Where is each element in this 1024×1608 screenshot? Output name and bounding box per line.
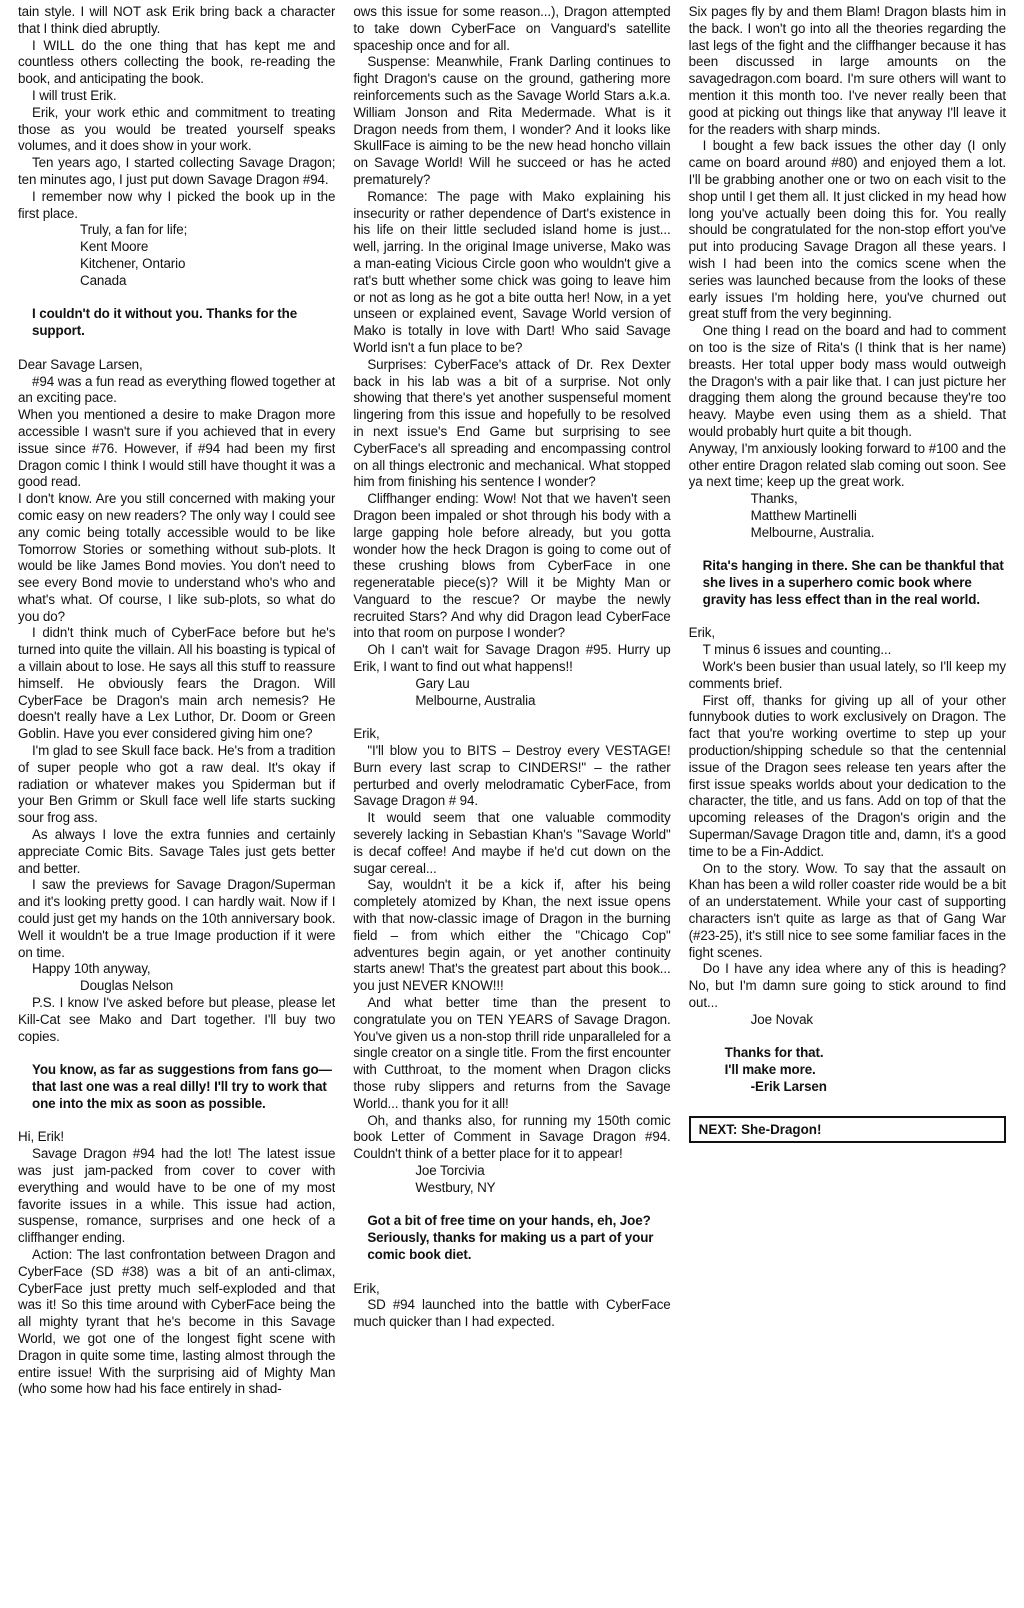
letter-paragraph: ows this issue for some reason...), Dragon attempted to take down CyberFace on Vanguard's satellite spaceship once and for all. [353, 4, 671, 53]
letter-paragraph: When you mentioned a desire to make Dragon more accessible I wasn't sure if you achieved that in every issue since #76. However, if #94 had been my first Dragon comic I think I would still have thought it was a good read. [18, 407, 336, 490]
letter-paragraph: Action: The last confrontation between Dragon and CyberFace (SD #38) was a bit of an anti-climax, CyberFace just pretty much self-exploded and that was it! So this time around with CyberFace being the all mighty tyrant that he's become in this Savage World, we got one of the longest fight scene with Dragon in quite some time, lasting almost through the entire issue! With the surprising aid of Mighty Man (who some how had his face entirely in shad- [18, 1246, 336, 1397]
signature-line: Melbourne, Australia [415, 692, 536, 708]
letter-paragraph: I remember now why I picked the book up in the first place. [18, 188, 336, 221]
letter-paragraph: P.S. I know I've asked before but please, please let Kill-Cat see Mako and Dart together. I'll buy two copies. [18, 995, 336, 1044]
letter-paragraph: I WILL do the one thing that has kept me and countless others collecting the book, re-reading the book, and anticipating the book. [18, 37, 336, 87]
letter-paragraph: Ten years ago, I started collecting Savage Dragon; ten minutes ago, I just put down Savage Dragon #94. [18, 155, 336, 187]
column-1 [18, 4, 335, 1608]
letter-paragraph: Hi, Erik! [18, 1129, 64, 1145]
editor-response: Rita's hanging in there. She can be thankful that she lives in a superhero comic book where gravity has less effect than in the real world. [702, 558, 1004, 607]
letter-paragraph: Happy 10th anyway, [32, 961, 151, 977]
paragraph-gap [689, 542, 1006, 559]
letter-paragraph: I don't know. Are you still concerned with making your comic easy on new readers? The only way I could see any comic being totally accessible would to be like Tomorrow Stories or something without sub-plots. It would be like James Bond movies. You don't need to see every Bond movie to understand who's who and what's what. Of course, I like sub-plots, so what do you do? [18, 491, 336, 624]
signature-line: Melbourne, Australia. [750, 524, 875, 540]
editor-response: I'll make more. [724, 1062, 816, 1078]
letter-paragraph: Cliffhanger ending: Wow! Not that we haven't seen Dragon been impaled or shot through his body with a large gapping hole before already, but you gotta wonder how the heck Dragon is going to come out of these crushing blows from CyberFace in one regeneratable piece(s)? Will it be Mighty Man or Vanguard to the rescue? Or maybe the newly recruited Stars? And why did Dragon lead CyberFace into that room on purpose I wonder? [353, 491, 671, 641]
paragraph-gap [689, 609, 1006, 626]
letter-paragraph: Say, wouldn't it be a kick if, after his being completely atomized by Khan, the next issue opens with that now-classic image of Dragon in the burning field – from which either the "Chicago Cop" adventures begin again, or yet another continuity starts anew! That's the greatest part about this book... you just NEVER KNOW!!! [353, 877, 671, 994]
signature-line: Westbury, NY [415, 1179, 496, 1195]
signature-line: Douglas Nelson [80, 978, 174, 994]
signature-line: Gary Lau [415, 675, 470, 691]
letter-paragraph: As always I love the extra funnies and certainly appreciate Comic Bits. Savage Tales just gets better and better. [18, 827, 336, 876]
letter-paragraph: Erik, [353, 1280, 380, 1296]
letter-paragraph: #94 was a fun read as everything flowed together at an exciting pace. [18, 373, 336, 406]
letter-paragraph: T minus 6 issues and counting... [702, 642, 892, 658]
letter-paragraph: Suspense: Meanwhile, Frank Darling continues to fight Dragon's cause on the ground, gathering more reinforcements such as the Savage World Stars a.k.a. William Jonson and Rita Medermade. What is it Dragon needs from them, I wonder? And it looks like SkullFace is aiming to be the new head honcho villain on Savage World! Will he succeed or has he acted prematurely? [353, 54, 671, 187]
paragraph-gap [353, 709, 670, 726]
column-2 [353, 4, 670, 1608]
letter-paragraph: It would seem that one valuable commodity severely lacking in Sebastian Khan's "Savage World" is decaf coffee! And maybe if he'd cut down on the sugar cereal... [353, 810, 671, 876]
letter-paragraph: Erik, [688, 625, 715, 641]
letter-paragraph: Anyway, I'm anxiously looking forward to #100 and the other entire Dragon related slab coming out soon. See ya next time; keep up the great work. [688, 440, 1006, 490]
signature-line: Thanks, [750, 491, 798, 507]
paragraph-gap [689, 1029, 1006, 1046]
signature-line: Canada [80, 272, 127, 288]
editor-response: Thanks for that. [724, 1045, 824, 1061]
editor-response: Got a bit of free time on your hands, eh, Joe? Seriously, thanks for making us a part of your comic book diet. [367, 1213, 654, 1262]
letter-paragraph: I bought a few back issues the other day (I only came on board around #80) and enjoyed them a lot. I'll be grabbing another one or two on each visit to the shop until I get them all. It just clicked in my head how long you've actually been doing this for. You really should be congratulated for the non-stop effort you've put into producing Savage Dragon all these years. I wish I had been into the comics scene when the series was launched because from the looks of these early issues I'm holding here, you've churned out great stuff from the very beginning. [688, 138, 1006, 322]
signature-line: Kitchener, Ontario [80, 255, 186, 271]
letter-paragraph: Dear Savage Larsen, [18, 356, 143, 372]
letter-paragraph: One thing I read on the board and had to comment on too is the size of Rita's (I think that is her name) breasts. Her total upper body mass would outweigh the Dragon's with a pair like that. I can just picture her dragging them along the ground because they're too heavy. Maybe even using them as a shield. That would probably hurt quite a bit though. [688, 323, 1006, 439]
letter-paragraph: Savage Dragon #94 had the lot! The latest issue was just jam-packed from cover to cover with everything and would have to be one of my most favorite issues in a while. This issue had action, suspense, romance, surprises and one heck of a cliffhanger ending. [18, 1146, 336, 1246]
signature-line: Truly, a fan for life; [80, 222, 188, 238]
letter-paragraph: Surprises: CyberFace's attack of Dr. Rex Dexter back in his lab was a bit of a surprise. Not only showing that there's yet another suspenseful moment lingering from this issue and hopefully to be resolved in next issue's End Game but surprising to see CyberFace's all spreading and encompassing control on all things electronic and mechanical. What stopped him from finishing his sentence I wonder? [353, 356, 671, 490]
signature-line: Joe Novak [750, 1011, 814, 1027]
letter-paragraph: First off, thanks for giving up all of your other funnybook duties to work exclusively on Dragon. The fact that you're working overtime to step up your production/shipping schedule so that the centennial issue of the Dragon sees release ten years after the first issue speaks worlds about your dedication to the character, the title, and us fans. Add on top of that the upcoming releases of the Dragon's origin and the Superman/Savage Dragon title and, damn, it's a good time to be a Fin-Addict. [688, 692, 1006, 859]
letter-paragraph: I didn't think much of CyberFace before but he's turned into quite the villain. All his boasting is typical of a villain about to lose. He says all this stuff to reassure himself. He obviously fears the Dragon. Will CyberFace be Dragon's main arch nemesis? He doesn't really have a Lex Luthor, Dr. Doom or Green Goblin. Have you ever considered giving him one? [18, 625, 336, 742]
letter-paragraph: tain style. I will NOT ask Erik bring back a character that I think died abruptly. [18, 4, 336, 36]
editor-response: You know, as far as suggestions from fans go—that last one was a real dilly! I'll try to work that one into the mix as soon as possible. [32, 1062, 332, 1111]
column-3 [689, 4, 1006, 1608]
letter-paragraph: Erik, [353, 726, 380, 742]
paragraph-gap [18, 1045, 335, 1062]
editor-response: I couldn't do it without you. Thanks for the support. [32, 306, 298, 339]
column-3-body [689, 4, 1006, 1096]
letter-paragraph: "I'll blow you to BITS – Destroy every VESTAGE! Burn every last scrap to CINDERS!" – the rather perturbed and overly melodramatic CyberFace, from Savage Dragon # 94. [353, 743, 671, 809]
paragraph-gap [353, 1197, 670, 1214]
letter-paragraph: Work's been busier than usual lately, so I'll keep my comments brief. [688, 659, 1006, 691]
editor-signature: -Erik Larsen [750, 1079, 827, 1094]
paragraph-gap [18, 1113, 335, 1130]
letter-paragraph: I will trust Erik. [32, 87, 117, 103]
letter-paragraph: I saw the previews for Savage Dragon/Superman and it's looking pretty good. I can hardly wait. Now if I could just get my hands on the 10th anniversary book. Well it wouldn't be a true Image production if it were on time. [18, 877, 336, 960]
letter-paragraph: Oh, and thanks also, for running my 150th comic book Letter of Comment in Savage Dragon #94. Couldn't think of a better place for it to appear! [353, 1112, 671, 1162]
letter-paragraph: Do I have any idea where any of this is heading? No, but I'm damn sure going to stick around to find out... [688, 961, 1006, 1011]
letter-paragraph: Erik, your work ethic and commitment to treating those as you would be treated yourself speaks volumes, and it does show in your work. [18, 104, 336, 154]
paragraph-gap [353, 1264, 670, 1281]
signature-line: Kent Moore [80, 239, 149, 255]
signature-line: Joe Torcivia [415, 1162, 485, 1178]
letter-paragraph: I'm glad to see Skull face back. He's from a tradition of super people who got a raw deal. It's okay if radiation or whatever makes you Spiderman but if your Ben Grimm or Skull face well life starts sucking sour frog ass. [18, 743, 336, 826]
next-issue-box: NEXT: She-Dragon! [689, 1116, 1006, 1143]
letter-paragraph: Oh I can't wait for Savage Dragon #95. Hurry up Erik, I want to find out what happens!! [353, 642, 671, 675]
letter-paragraph: And what better time than the present to congratulate you on TEN YEARS of Savage Dragon. You've given us a non-stop thrill ride unparalleled for a single creator on a single title. From the first encounter with Cutthroat, to the moment when Dragon clicks those ruby slippers and returns from the Savage World... thank you for it all! [353, 995, 671, 1111]
letter-paragraph: Romance: The page with Mako explaining his insecurity or rather dependence of Dart's existence in his life on their little secluded island home is just... well, jarring. In the original Image universe, Mako was a man-eating Vicious Circle goon who wouldn't give a rat's butt whether some chick was going to leave him or not as long as he got a bite outta her! Now, in a yet unseen or explained event, Savage World version of Mako is totally in love with Dart! Who said Savage World isn't a fun place to be? [353, 188, 671, 355]
letter-paragraph: SD #94 launched into the battle with CyberFace much quicker than I had expected. [353, 1297, 671, 1330]
signature-line: Matthew Martinelli [750, 507, 857, 523]
paragraph-gap [18, 290, 335, 307]
paragraph-gap [18, 340, 335, 357]
letter-paragraph: On to the story. Wow. To say that the assault on Khan has been a wild roller coaster ride would be a bit of an understatement. While your cast of supporting characters isn't quite as large as that of Gang War (#23-25), it's still nice to see some familiar faces in the fight scenes. [688, 860, 1006, 960]
letter-paragraph: Six pages fly by and them Blam! Dragon blasts him in the back. I won't go into all the theories regarding the last legs of the fight and the cliffhanger because it has been discussed in large amounts on the savagedragon.com board. I'm sure others will want to mention it this month too. I've never really been that good at picking out things like that anyway I'll leave it for the readers with sharp minds. [688, 4, 1006, 137]
